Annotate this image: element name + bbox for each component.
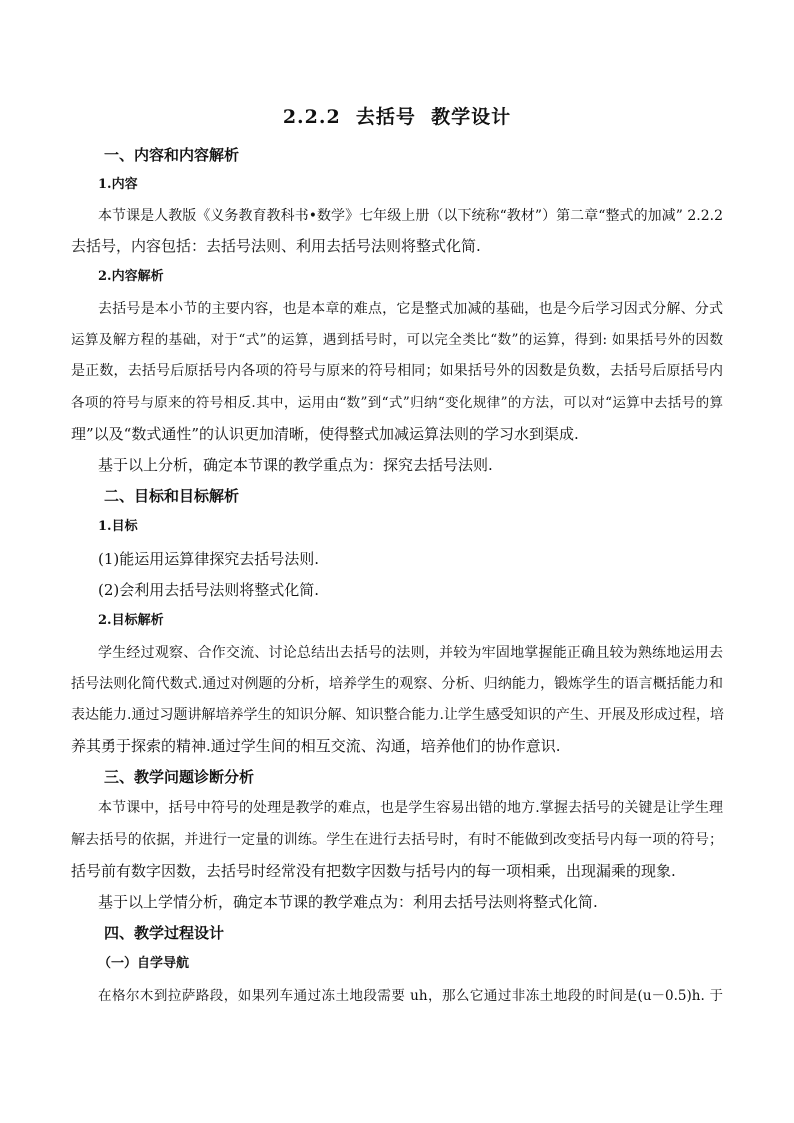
paragraph-line: 学生经过观察、合作交流、讨论总结出去括号的法则，并较为牢固地掌握能正确且较为熟练地运用去 bbox=[98, 645, 723, 661]
document-title: 2.2.2 去括号 教学设计 bbox=[282, 106, 512, 128]
section-heading-4: 四、教学过程设计 bbox=[104, 924, 225, 942]
section-heading-2: 二、目标和目标解析 bbox=[104, 487, 240, 505]
subsection-heading-2-1: 1.目标 bbox=[98, 519, 138, 534]
paragraph-line: 本节课是人教版《义务教育教科书•数学》七年级上册（以下统称“教材”）第二章“整式的加减” 2.2.2 bbox=[98, 208, 723, 224]
paragraph-line: 理”以及“数式通性”的认识更加清晰，使得整式加减运算法则的学习水到渠成. bbox=[71, 425, 579, 443]
subsection-heading-1-2: 2.内容解析 bbox=[98, 269, 164, 284]
paragraph-line: 去括号是本小节的主要内容，也是本章的难点，它是整式加减的基础，也是今后学习因式分解、分式 bbox=[98, 301, 723, 317]
paragraph-line: 括号法则化简代数式.通过对例题的分析，培养学生的观察、分析、归纳能力，锻炼学生的语言概括能力和 bbox=[71, 676, 723, 692]
paragraph-line: 是正数，去括号后原括号内各项的符号与原来的符号相同；如果括号外的因数是负数，去括号后原括号内 bbox=[71, 363, 723, 379]
paragraph-line: (2)会利用去括号法则将整式化简. bbox=[98, 581, 320, 599]
paragraph-line: 在格尔木到拉萨路段，如果列车通过冻土地段需要 uh，那么它通过非冻土地段的时间是(u－0.5)h. 于 bbox=[98, 988, 723, 1004]
paragraph-line: 运算及解方程的基础，对于“式”的运算，遇到括号时，可以完全类比“数”的运算，得到: 如果括号外的因数 bbox=[71, 332, 723, 348]
subsection-heading-2-2: 2.目标解析 bbox=[98, 613, 164, 628]
paragraph-line: 括号前有数字因数，去括号时经常没有把数字因数与括号内的每一项相乘，出现漏乘的现象. bbox=[71, 862, 676, 880]
section-heading-3: 三、教学问题诊断分析 bbox=[104, 768, 255, 786]
section-heading-1: 一、内容和内容解析 bbox=[104, 146, 240, 164]
paragraph-line: 去括号，内容包括：去括号法则、利用去括号法则将整式化简. bbox=[71, 237, 481, 255]
paragraph-line: 各项的符号与原来的符号相反.其中，运用由“数”到“式”归纳“变化规律”的方法，可以对“运算中去括号的算 bbox=[71, 395, 723, 411]
paragraph-line: 表达能力.通过习题讲解培养学生的知识分解、知识整合能力.让学生感受知识的产生、开展及形成过程，培 bbox=[71, 707, 724, 723]
paragraph-line: 解去括号的依据，并进行一定量的训练。学生在进行去括号时，有时不能做到改变括号内每一项的符号； bbox=[71, 832, 723, 848]
paragraph-line: 本节课中，括号中符号的处理是教学的难点，也是学生容易出错的地方.掌握去括号的关键是让学生理 bbox=[98, 800, 723, 816]
paragraph-line: (1)能运用运算律探究去括号法则. bbox=[98, 550, 320, 568]
paragraph-line: 基于以上分析，确定本节课的教学重点为：探究去括号法则. bbox=[98, 456, 493, 474]
subsection-heading-4-1: （一）自学导航 bbox=[98, 956, 190, 971]
paragraph-line: 养其勇于探索的精神.通过学生间的相互交流、沟通，培养他们的协作意识. bbox=[71, 737, 561, 755]
paragraph-line: 基于以上学情分析，确定本节课的教学难点为：利用去括号法则将整式化简. bbox=[98, 893, 598, 911]
subsection-heading-1-1: 1.内容 bbox=[98, 177, 138, 192]
